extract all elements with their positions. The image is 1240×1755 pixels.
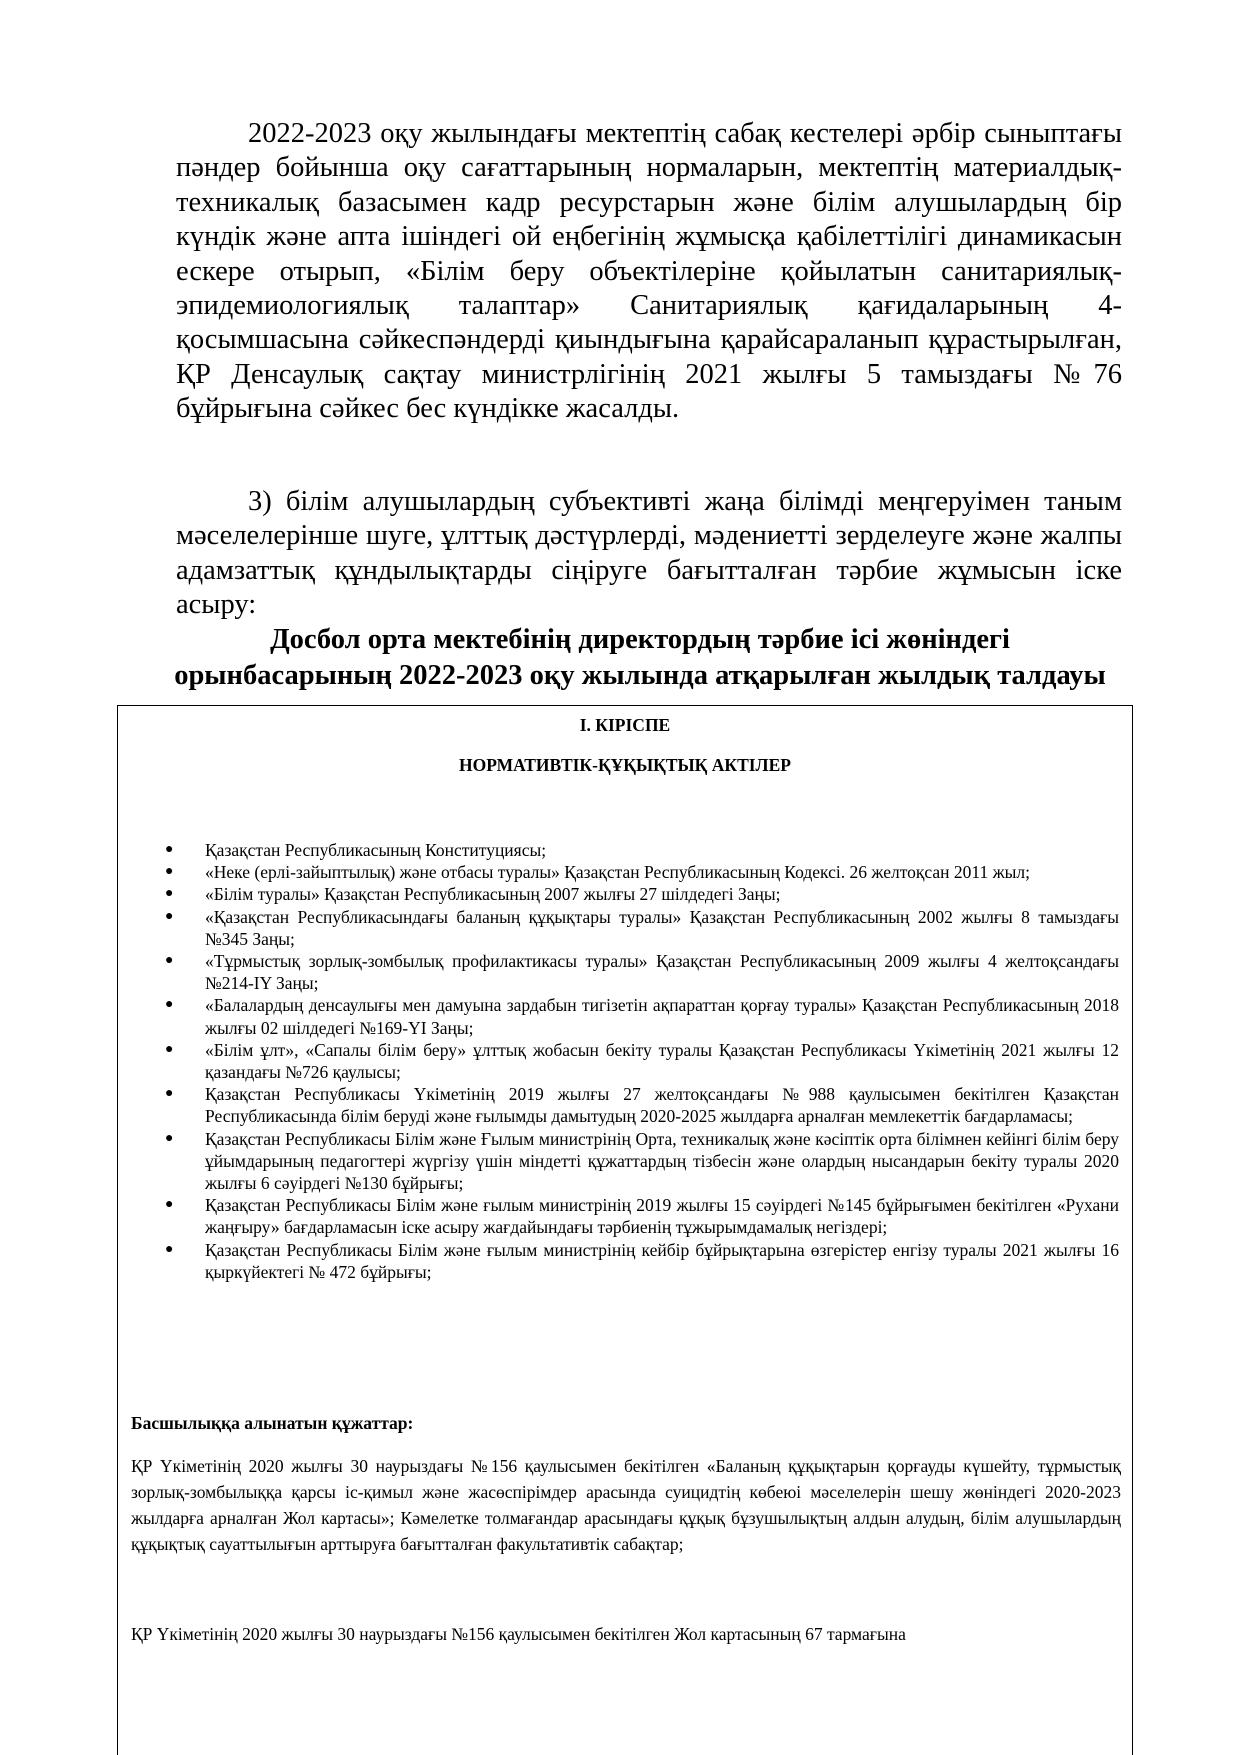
bullet-icon: ● xyxy=(165,1041,174,1057)
legal-act-item xyxy=(118,1039,1132,1083)
bullet-icon: ● xyxy=(165,842,174,857)
guiding-docs-paragraph-2: ҚР Үкіметінің 2020 жылғы 30 наурыздағы №156 қаулысымен бекітілген Жол картасының 67 тармағына xyxy=(131,1624,906,1644)
bullet-icon: ● xyxy=(165,886,174,902)
bullet-icon: ● xyxy=(165,1241,174,1257)
point-paragraph xyxy=(176,485,1122,623)
bullet-icon: ● xyxy=(165,997,174,1013)
legal-act-item xyxy=(118,1083,1132,1127)
bullet-icon: ● xyxy=(165,953,174,969)
legal-act-text: Қазақстан Республикасы Үкіметінің 2019 жылғы 27 желтоқсандағы №988 қаулысымен бекітілген Қазақстан Республикасында білім беруді және ғылымды дамытудың 2020-2025 жылдарға арналған мемлекеттік бағдарламасы; xyxy=(205,1084,1119,1127)
legal-act-item xyxy=(118,906,1132,950)
legal-act-text: Қазақстан Республикасы Білім және ғылым министрінің 2019 жылғы 15 сәуірдегі №145 бұйрығымен бекітілген «Рухани жаңғыру» бағдарламасын іске асыру жағдайындағы тәрбиенің тұжырымдамалық негіздері; xyxy=(205,1195,1119,1238)
legal-acts-list xyxy=(118,839,1132,1283)
legal-act-text: Қазақстан Республикасының Конституциясы; xyxy=(205,840,547,860)
report-title xyxy=(120,622,1160,694)
intro-paragraph-text: 2022-2023 оқу жылындағы мектептің сабақ кестелері әрбір сыныптағы пәндер бойынша оқу сағаттарының нормаларын, мектептің материалдық-техникалық базасымен кадр ресурстарын және білім алушылардың бір күндік және апта ішіндегі ой еңбегінің жұмысқа қабілеттілігі динамикасын ескере отырып, «Білім беру объектілеріне қойылатын санитариялық-эпидемиологиялық талаптар» Санитариялық қағидаларының 4-қосымшасына сәйкеспәндерді қиындығына қарайсараланып құрастырылған, ҚР Денсаулық сақтау министрлігінің 2021 жылғы 5 тамыздағы №76 бұйрығына сәйкес бес күндікке жасалды. xyxy=(176,118,1122,425)
legal-act-text: «Балалардың денсаулығы мен дамуына зардабын тигізетін ақпараттан қорғау туралы» Қазақстан Республикасының 2018 жылғы 02 шілдедегі №169-YI Заңы; xyxy=(205,995,1119,1038)
bullet-icon: ● xyxy=(165,1130,174,1146)
report-title-line2: орынбасарының 2022-2023 оқу жылында атқарылған жылдық талдауы xyxy=(174,660,1106,691)
intro-paragraph xyxy=(176,117,1122,427)
section-heading: I. КІРІСПЕ xyxy=(579,715,671,735)
legal-act-text: «Білім ұлт», «Сапалы білім беру» ұлттық жобасын бекіту туралы Қазақстан Республикасы Үкіметінің 2021 жылғы 12 қазандағы №726 қаулысы; xyxy=(205,1039,1119,1083)
bullet-icon: ● xyxy=(165,908,174,924)
bullet-icon: ● xyxy=(165,1086,174,1102)
legal-act-item xyxy=(118,950,1132,994)
legal-act-item xyxy=(118,1194,1132,1238)
legal-act-text: «Білім туралы» Қазақстан Республикасының 2007 жылғы 27 шілдедегі Заңы; xyxy=(205,884,781,905)
bullet-icon: ● xyxy=(165,864,174,880)
legal-act-text: «Қазақстан Республикасындағы баланың құқықтары туралы» Қазақстан Республикасының 2002 жылғы 8 тамыздағы №345 Заңы; xyxy=(205,906,1119,949)
guiding-docs-title: Басшылыққа алынатын құжаттар: xyxy=(131,1413,414,1433)
legal-act-text: Қазақстан Республикасы Білім және Ғылым министрінің Орта, техникалық және кәсіптік орта білімнен кейінгі білім беру ұйымдарының педагогтері жүргізу үшін міндетті құжаттардың тізбесін және олардың нысандарын бекіту туралы 2020 жылғы 6 сәуірдегі №130 бұйрығы; xyxy=(205,1128,1119,1194)
legal-act-item xyxy=(118,1239,1132,1283)
legal-act-item xyxy=(118,994,1132,1038)
bullet-icon: ● xyxy=(165,1197,174,1213)
introduction-section-box xyxy=(117,705,1133,1755)
legal-act-text: Қазақстан Республикасы Білім және ғылым министрінің кейбір бұйрықтарына өзгерістер енгізу туралы 2021 жылғы 16 қыркүйектегі № 472 бұйрығы; xyxy=(205,1239,1119,1282)
legal-act-text: «Тұрмыстық зорлық-зомбылық профилактикасы туралы» Қазақстан Республикасының 2009 жылғы 4 желтоқсандағы №214-IY Заңы; xyxy=(205,951,1119,994)
legal-act-item xyxy=(118,1128,1132,1195)
legal-act-text: «Неке (ерлі-зайыптылық) және отбасы туралы» Қазақстан Республикасының Кодексі. 26 желтоқсан 2011 жыл; xyxy=(205,862,1031,883)
report-title-line1: Досбол орта мектебінің директордың тәрбие ісі жөніндегі xyxy=(270,624,1010,655)
guiding-docs-paragraph-1: ҚР Үкіметінің 2020 жылғы 30 наурыздағы №156 қаулысымен бекітілген «Баланың құқықтарын қорғауды күшейту, тұрмыстық зорлық-зомбылыққа қарсы іс-қимыл және жасөспірімдер арасында суицидтің көбеюі мәселелерін шешу жөніндегі 2020-2023 жылдарға арналған Жол картасы»; Кәмелетке толмағандар арасындағы құқық бұзушылықтың алдын алудың, білім алушылардың құқықтық сауаттылығын арттыруға бағытталған факультативтік сабақтар; xyxy=(131,1456,1121,1554)
point-paragraph-text: 3) білім алушылардың субъективті жаңа білімді меңгеруімен таным мәселелерінше шуге, ұлттық дәстүрлерді, мәдениетті зерделеуге және жалпы адамзаттық құндылықтарды сіңіруге бағытталған тәрбие жұмысын іске асыру: xyxy=(176,486,1122,621)
section-subheading: НОРМАТИВТІК-ҚҰҚЫҚТЫҚ АКТІЛЕР xyxy=(459,755,791,775)
legal-act-item xyxy=(118,861,1132,883)
legal-act-item xyxy=(118,839,1132,861)
legal-act-item xyxy=(118,883,1132,905)
